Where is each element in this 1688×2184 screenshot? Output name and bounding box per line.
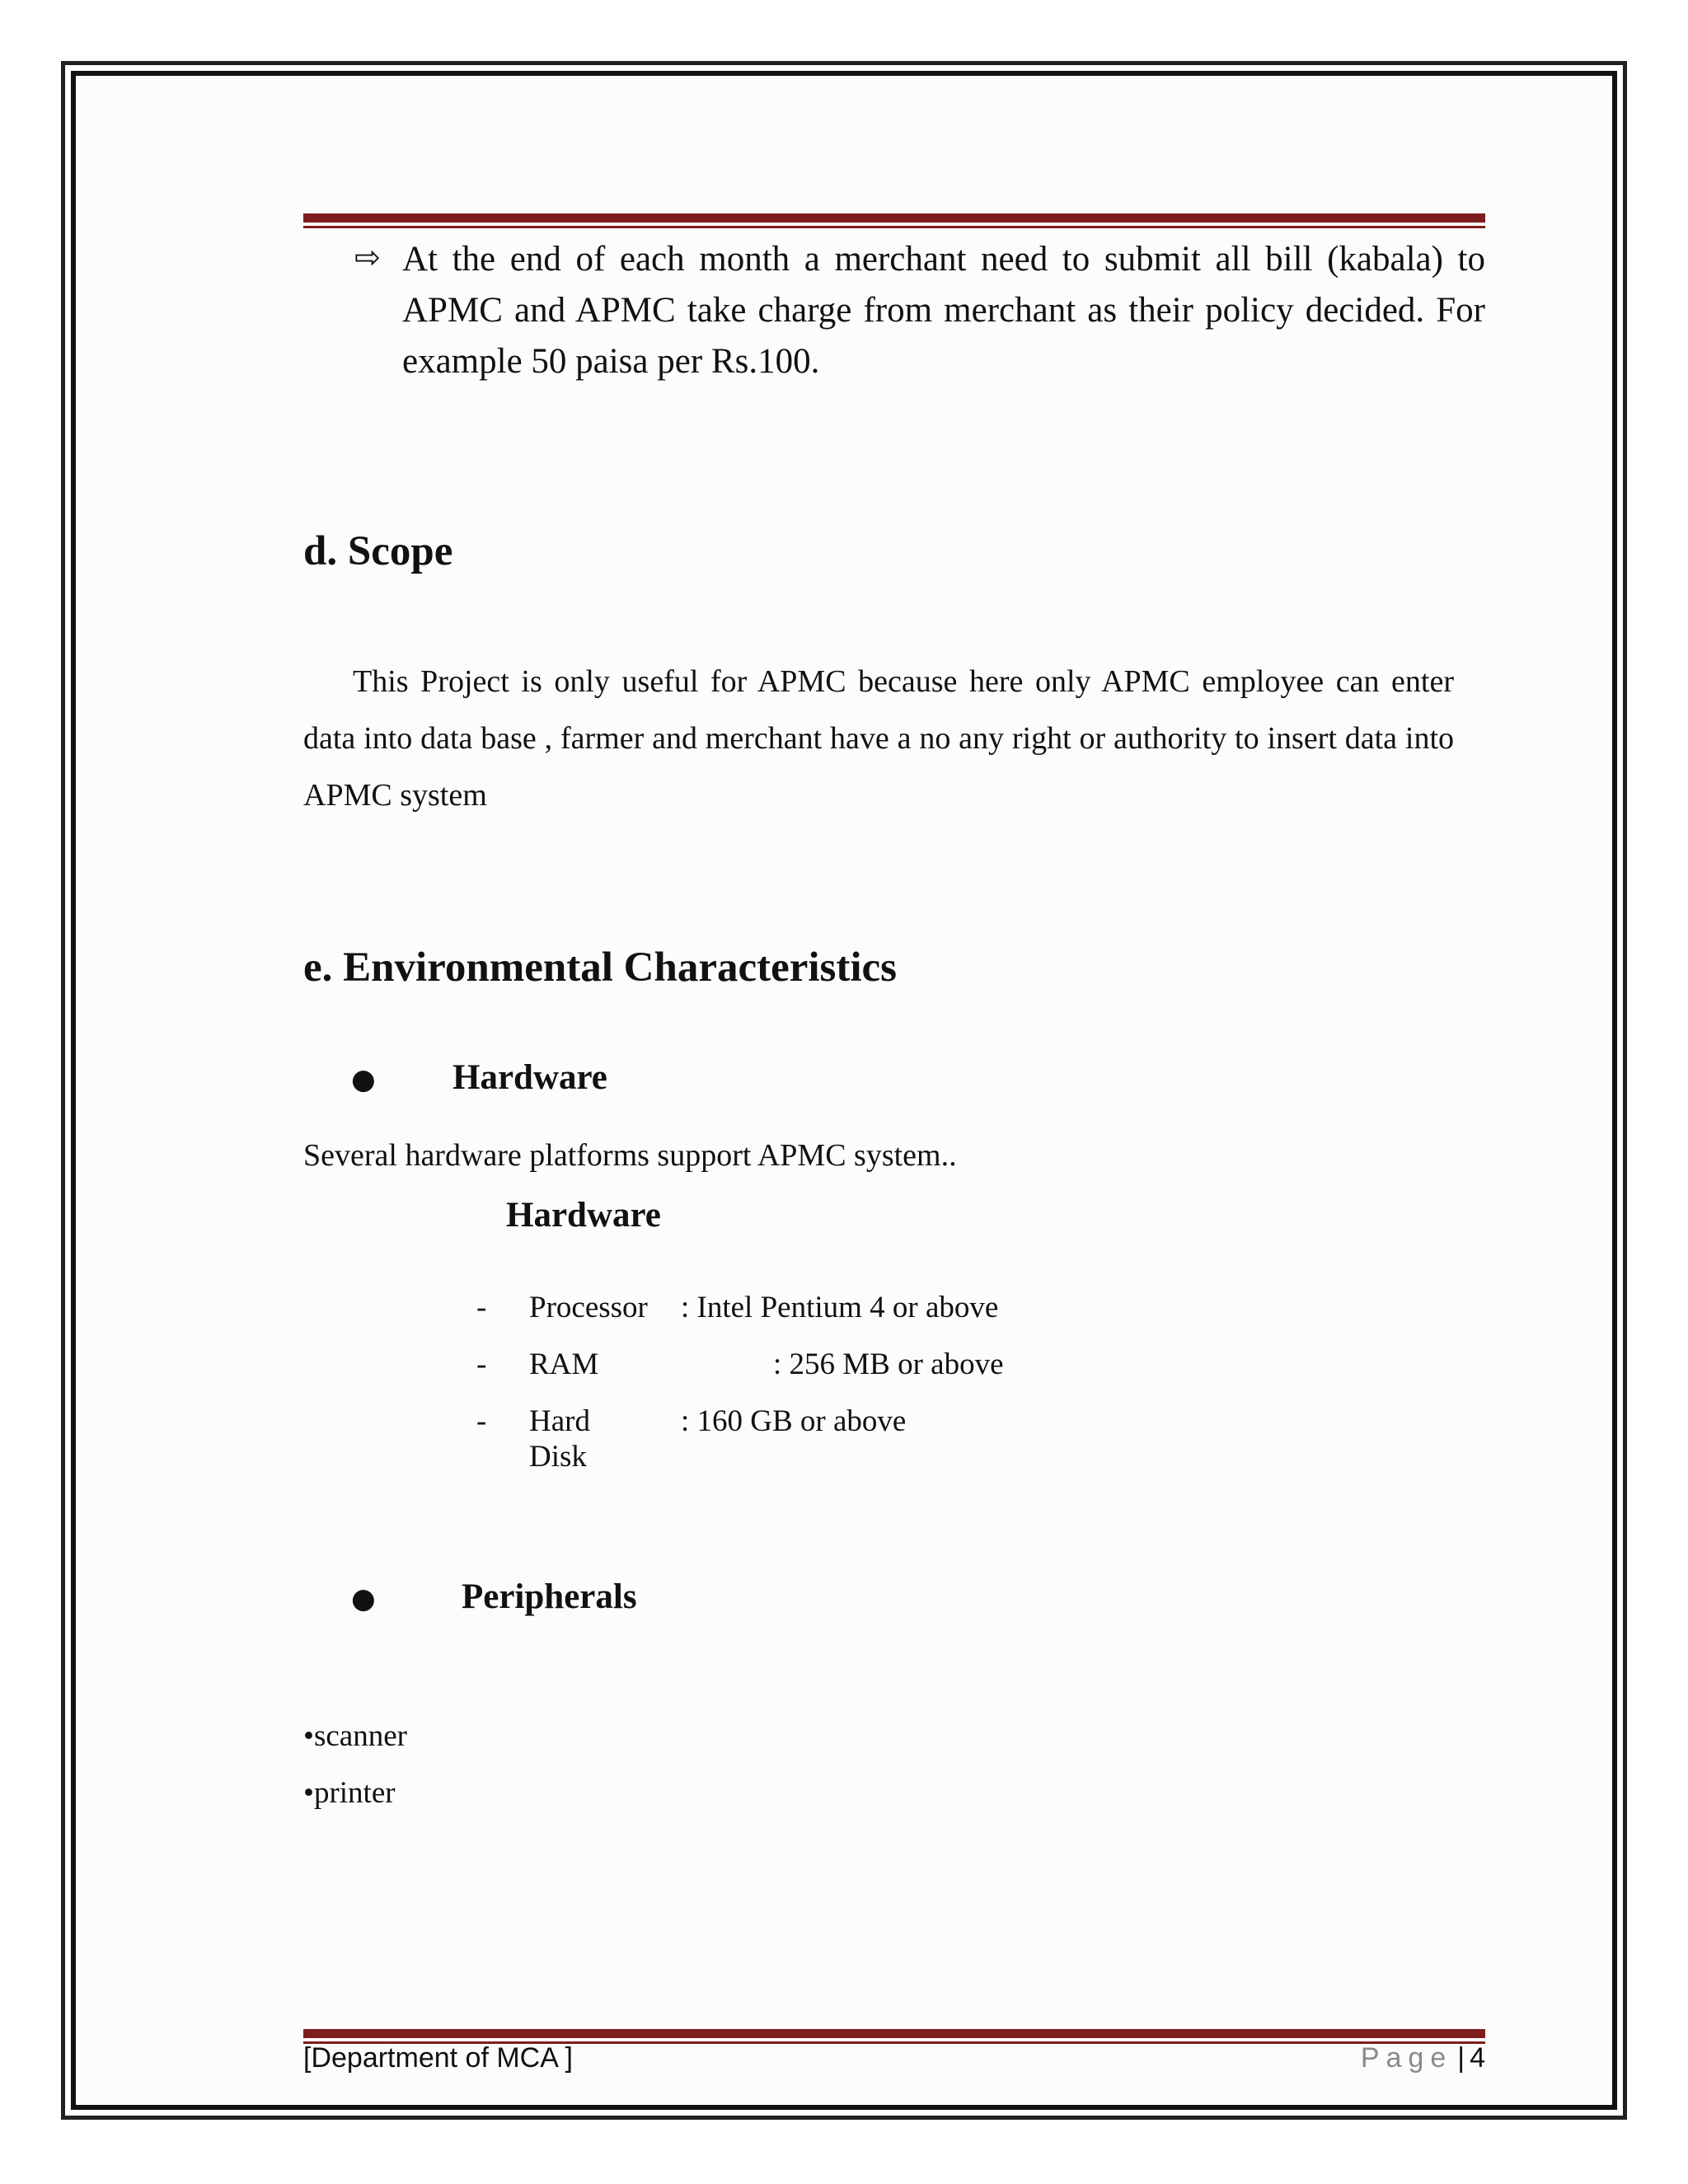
arrow-right-outline-icon: ⇨ — [354, 239, 381, 275]
scope-heading: d. Scope — [303, 528, 453, 574]
spec-value: : 256 MB or above — [773, 1347, 1004, 1381]
page-number: 4 — [1470, 2042, 1485, 2074]
page-separator: | — [1457, 2042, 1465, 2074]
bullet-dot-icon: ● — [351, 1063, 376, 1096]
arrow-list-item-text: At the end of each month a merchant need to submit all bill (kabala) to APMC and APMC take charge from merchant as their policy decided. For example 50 paisa per Rs.100. — [402, 240, 1485, 381]
footer-page-number — [1361, 2042, 1485, 2074]
hardware-intro-text: Several hardware platforms support APMC system.. — [303, 1138, 957, 1173]
peripheral-item: •scanner — [303, 1719, 407, 1753]
spec-dash: - — [476, 1347, 487, 1381]
spec-name: Processor — [529, 1291, 648, 1324]
environment-heading: e. Environmental Characteristics — [303, 944, 898, 991]
page-label: Page — [1360, 2042, 1453, 2074]
peripheral-item: •printer — [303, 1776, 396, 1810]
header-rule — [303, 213, 1485, 228]
bullet-dot-icon: ● — [351, 1582, 376, 1615]
spec-name: Hard Disk — [529, 1404, 590, 1474]
footer-department: [Department of MCA ] — [303, 2042, 573, 2074]
spec-name: RAM — [529, 1347, 599, 1381]
scope-paragraph: This Project is only useful for APMC because here only APMC employee can enter data into data base , farmer and merchant have a no any right or authority to insert data into APMC system — [303, 664, 1454, 813]
spec-value: : 160 GB or above — [681, 1404, 907, 1438]
peripherals-bullet-label: Peripherals — [462, 1577, 637, 1616]
spec-value: : Intel Pentium 4 or above — [681, 1291, 999, 1324]
spec-dash: - — [476, 1404, 487, 1438]
spec-dash: - — [476, 1291, 487, 1324]
hardware-bullet-label: Hardware — [452, 1058, 607, 1097]
hardware-subheading: Hardware — [506, 1196, 661, 1235]
